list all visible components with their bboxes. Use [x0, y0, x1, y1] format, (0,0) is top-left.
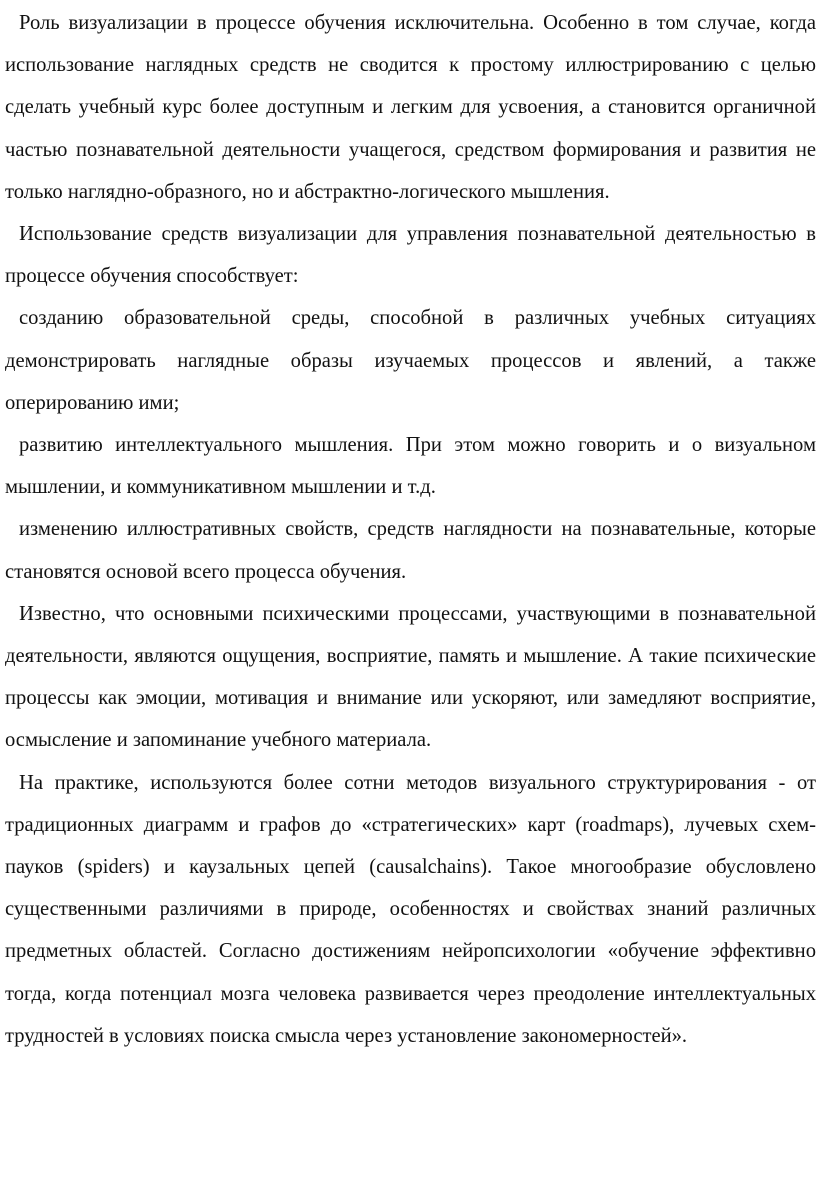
list-item-illustrative-properties: изменению иллюстративных свойств, средств наглядности на познавательные, которые становятся основой всего процесса обучения. [5, 518, 816, 583]
paragraph-visualization-use: Использование средств визуализации для управления познавательной деятельностью в процессе обучения способствует: [5, 223, 816, 288]
list-item-educational-environment: созданию образовательной среды, способной в различных учебных ситуациях демонстрировать наглядные образы изучаемых процессов и явлений, а также оперированию ими; [5, 307, 816, 414]
paragraph-visualization-role: Роль визуализации в процессе обучения исключительна. Особенно в том случае, когда использование наглядных средств не сводится к простому иллюстрированию с целью сделать учебный курс более доступным и легким для усвоения, а становится органичной частью познавательной деятельности учащегося, средством формирования и развития не только наглядно-образного, но и абстрактно-логического мышления. [5, 12, 816, 203]
paragraph-psychic-processes: Известно, что основными психическими процессами, участвующими в познавательной деятельности, являются ощущения, восприятие, память и мышление. А такие психические процессы как эмоции, мотивация и внимание или ускоряют, или замедляют восприятие, осмысление и запоминание учебного материала. [5, 602, 816, 752]
list-item-intellectual-thinking: развитию интеллектуального мышления. При этом можно говорить и о визуальном мышлении, и коммуникативном мышлении и т.д. [5, 434, 816, 499]
paragraph-visual-structuring: На практике, используются более сотни методов визуального структурирования - от традиционных диаграмм и графов до «стратегических» карт (roadmaps), лучевых схем-пауков (spiders) и каузальных цепей (causalchains). Такое многообразие обусловлено существенными различиями в природе, особенностях и свойствах знаний различных предметных областей. Согласно достижениям нейропсихологии «обучение эффективно тогда, когда потенциал мозга человека развивается через преодоление интеллектуальных трудностей в условиях поиска смысла через установление закономерностей». [5, 771, 816, 1047]
